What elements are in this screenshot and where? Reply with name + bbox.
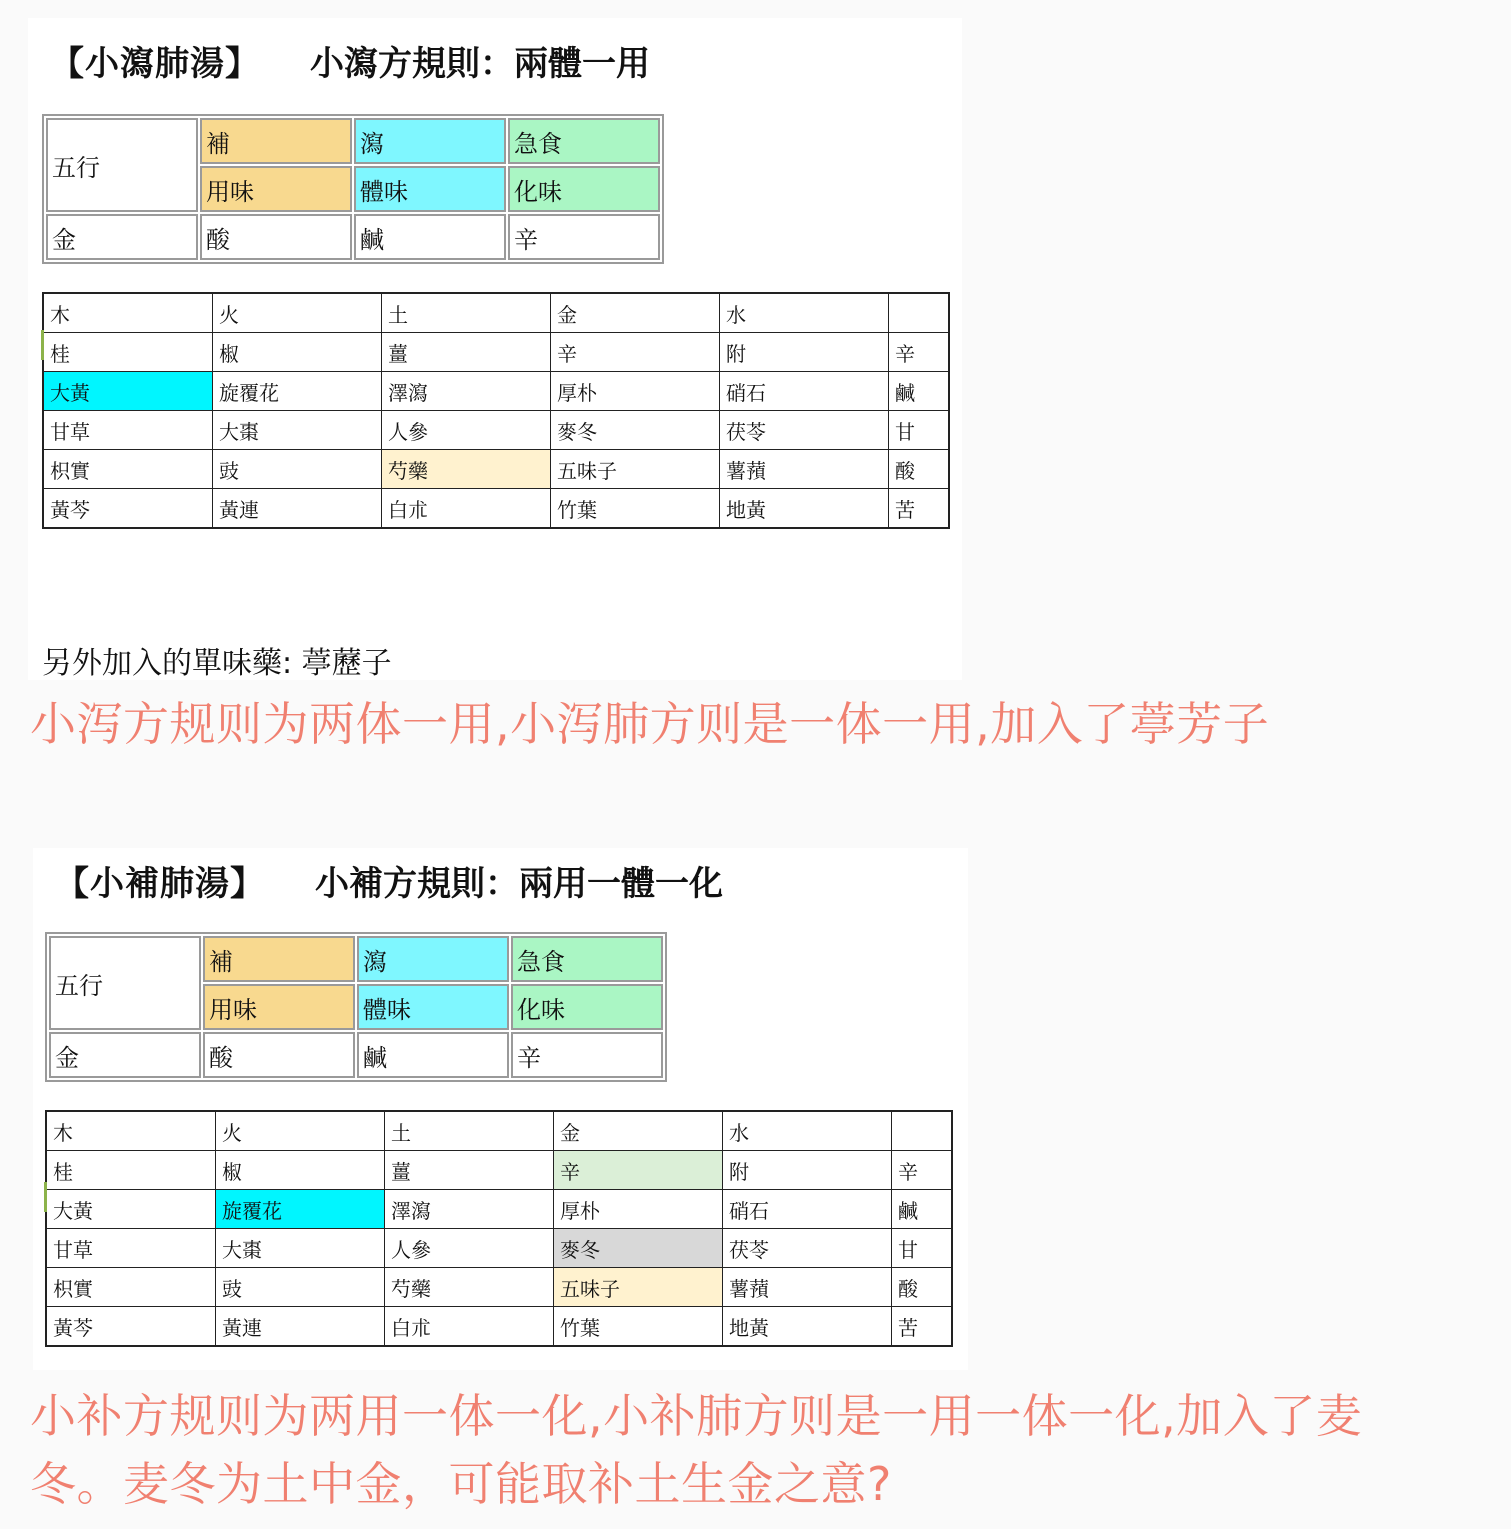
herb-cell: 附 <box>723 1151 892 1190</box>
wuxing-header: 五行 <box>46 118 198 212</box>
herb-cell: 豉 <box>216 1268 385 1307</box>
section-xiaobu-feitang <box>33 848 968 1370</box>
table-row <box>46 1268 952 1307</box>
annotation-note-line2: 冬。麦冬为土中金，可能取补土生金之意? <box>30 1457 892 1511</box>
wuxing-table <box>45 932 667 1082</box>
herb-cell: 薯蕷 <box>720 450 889 489</box>
cell-urgent-eat: 急食 <box>511 936 663 982</box>
cell-element: 金 <box>49 1032 201 1078</box>
annotation-note: 小泻方规则为两体一用,小泻肺方则是一体一用,加入了葶芳子 <box>30 697 1270 751</box>
herb-cell: 辛 <box>551 333 720 372</box>
herb-cell: 甘草 <box>43 411 213 450</box>
col-header: 火 <box>216 1111 385 1151</box>
herb-cell: 茯苓 <box>720 411 889 450</box>
table-row <box>46 1229 952 1268</box>
col-header: 火 <box>213 293 382 333</box>
col-header: 土 <box>385 1111 554 1151</box>
herb-cell: 附 <box>720 333 889 372</box>
wuxing-header: 五行 <box>49 936 201 1030</box>
section-xiaoxie-feitang <box>28 18 962 680</box>
taste-cell: 苦 <box>889 489 950 529</box>
herb-cell: 地黃 <box>720 489 889 529</box>
col-header: 水 <box>720 293 889 333</box>
herb-cell: 黃連 <box>216 1307 385 1347</box>
cell-use-taste: 用味 <box>200 166 352 212</box>
text-cursor <box>41 330 44 360</box>
herb-cell: 旋覆花 <box>213 372 382 411</box>
herb-cell: 地黃 <box>723 1307 892 1347</box>
cell-transform-taste: 化味 <box>511 984 663 1030</box>
wuxing-table <box>42 114 664 264</box>
herb-cell: 豉 <box>213 450 382 489</box>
cell-body-taste: 體味 <box>354 166 506 212</box>
herb-cell: 桂 <box>43 333 213 372</box>
herb-cell: 枳實 <box>43 450 213 489</box>
herb-cell: 薯蕷 <box>723 1268 892 1307</box>
herb-cell: 黃芩 <box>46 1307 216 1347</box>
table-row <box>43 411 949 450</box>
cell-salty: 鹹 <box>354 214 506 260</box>
cell-urgent-eat: 急食 <box>508 118 660 164</box>
col-header: 土 <box>382 293 551 333</box>
rule-heading: 小補方規則：兩用一體一化 <box>315 864 723 904</box>
herb-cell-highlight: 麥冬 <box>554 1229 723 1268</box>
col-header <box>892 1111 953 1151</box>
herb-cell: 麥冬 <box>551 411 720 450</box>
herb-cell: 硝石 <box>720 372 889 411</box>
taste-cell: 甘 <box>889 411 950 450</box>
cell-pungent: 辛 <box>508 214 660 260</box>
table-row <box>43 489 949 529</box>
herb-cell: 茯苓 <box>723 1229 892 1268</box>
herb-cell: 澤瀉 <box>382 372 551 411</box>
herb-cell: 人參 <box>382 411 551 450</box>
section-title: 【小補肺湯】 <box>55 864 265 904</box>
herb-cell: 白朮 <box>382 489 551 529</box>
table-row <box>46 1307 952 1347</box>
herb-cell: 大棗 <box>216 1229 385 1268</box>
text-cursor <box>44 1182 47 1212</box>
herb-cell: 竹葉 <box>551 489 720 529</box>
col-header: 水 <box>723 1111 892 1151</box>
herb-cell-highlight: 五味子 <box>554 1268 723 1307</box>
herb-cell: 芍藥 <box>385 1268 554 1307</box>
herb-cell: 大黃 <box>46 1190 216 1229</box>
extra-herb-text: 另外加入的單味藥: 葶藶子 <box>42 646 392 681</box>
col-header <box>889 293 950 333</box>
taste-cell: 辛 <box>889 333 950 372</box>
taste-cell: 鹹 <box>892 1190 953 1229</box>
annotation-note-line1: 小补方规则为两用一体一化,小补肺方则是一用一体一化,加入了麦 <box>30 1389 1363 1443</box>
herb-table <box>45 1110 953 1347</box>
taste-cell: 辛 <box>892 1151 953 1190</box>
cell-sour: 酸 <box>200 214 352 260</box>
herb-cell: 白朮 <box>385 1307 554 1347</box>
table-row <box>43 372 949 411</box>
herb-cell: 竹葉 <box>554 1307 723 1347</box>
herb-cell: 硝石 <box>723 1190 892 1229</box>
cell-pungent: 辛 <box>511 1032 663 1078</box>
herb-cell: 薑 <box>385 1151 554 1190</box>
cell-drain: 瀉 <box>357 936 509 982</box>
cell-salty: 鹹 <box>357 1032 509 1078</box>
taste-cell: 酸 <box>889 450 950 489</box>
table-row <box>43 450 949 489</box>
cell-supplement: 補 <box>200 118 352 164</box>
cell-transform-taste: 化味 <box>508 166 660 212</box>
herb-cell: 枳實 <box>46 1268 216 1307</box>
herb-cell: 黃連 <box>213 489 382 529</box>
table-row <box>43 293 949 333</box>
taste-cell: 苦 <box>892 1307 953 1347</box>
col-header: 木 <box>43 293 213 333</box>
section-title: 【小瀉肺湯】 <box>50 44 260 84</box>
cell-supplement: 補 <box>203 936 355 982</box>
col-header: 金 <box>554 1111 723 1151</box>
herb-cell: 五味子 <box>551 450 720 489</box>
herb-cell: 厚朴 <box>551 372 720 411</box>
herb-cell: 大棗 <box>213 411 382 450</box>
table-row <box>43 333 949 372</box>
herb-cell: 厚朴 <box>554 1190 723 1229</box>
cell-body-taste: 體味 <box>357 984 509 1030</box>
herb-cell: 甘草 <box>46 1229 216 1268</box>
herb-cell-highlight: 大黃 <box>43 372 213 411</box>
herb-cell-highlight: 辛 <box>554 1151 723 1190</box>
herb-cell-highlight: 芍藥 <box>382 450 551 489</box>
table-row <box>46 1111 952 1151</box>
cell-use-taste: 用味 <box>203 984 355 1030</box>
taste-cell: 酸 <box>892 1268 953 1307</box>
rule-heading: 小瀉方規則：兩體一用 <box>310 44 650 84</box>
herb-cell: 黃芩 <box>43 489 213 529</box>
herb-table <box>42 292 950 529</box>
col-header: 金 <box>551 293 720 333</box>
taste-cell: 鹹 <box>889 372 950 411</box>
herb-cell: 桂 <box>46 1151 216 1190</box>
herb-cell: 椒 <box>213 333 382 372</box>
cell-drain: 瀉 <box>354 118 506 164</box>
herb-cell-highlight: 旋覆花 <box>216 1190 385 1229</box>
herb-cell: 椒 <box>216 1151 385 1190</box>
table-row <box>46 1190 952 1229</box>
cell-element: 金 <box>46 214 198 260</box>
herb-cell: 薑 <box>382 333 551 372</box>
herb-cell: 人參 <box>385 1229 554 1268</box>
table-row <box>46 1151 952 1190</box>
taste-cell: 甘 <box>892 1229 953 1268</box>
cell-sour: 酸 <box>203 1032 355 1078</box>
herb-cell: 澤瀉 <box>385 1190 554 1229</box>
col-header: 木 <box>46 1111 216 1151</box>
